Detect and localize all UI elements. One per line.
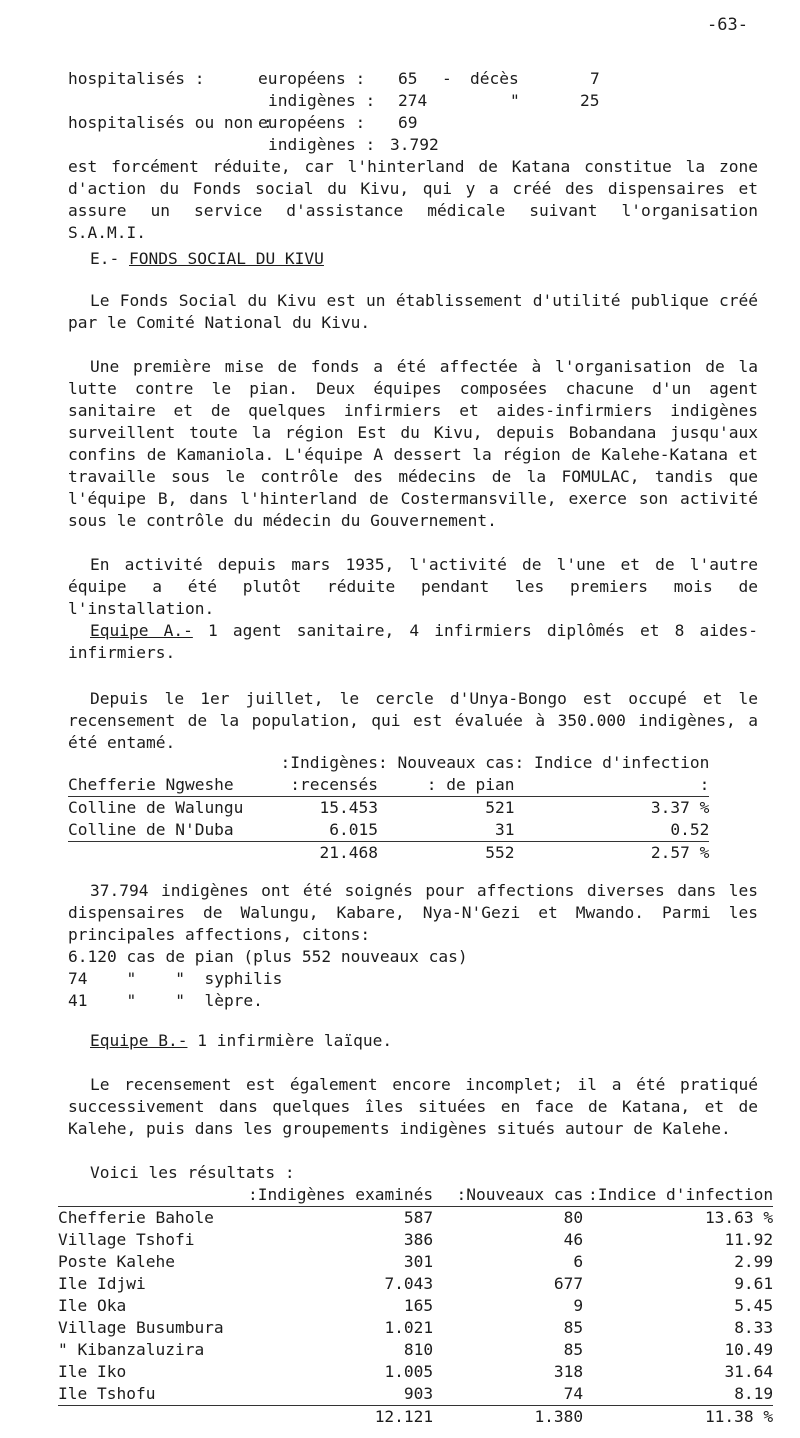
table-cell (58, 1406, 248, 1429)
list-item (68, 968, 758, 990)
table-cell: 6 (573, 1252, 584, 1271)
table-ngweshe (68, 752, 709, 864)
section-title: FONDS SOCIAL DU KIVU (129, 249, 324, 268)
table-header-cell: :Indigènes examinés (248, 1184, 433, 1207)
table-cell: 85 (563, 1340, 584, 1359)
stats-dash: - (442, 69, 452, 88)
affection-text: cas de pian (plus 552 nouveaux cas) (126, 947, 468, 966)
table-cell: 9 (573, 1296, 584, 1315)
equipe-b-paragraph (68, 1030, 758, 1052)
table-header-cell: :Nouveaux cas (433, 1184, 583, 1207)
table-cell: 386 (403, 1230, 434, 1249)
paragraph: 37.794 indigènes ont été soignés pour affections diverses dans les dispensaires de Walungu, Kabare, Nya-N'Gezi et Mwando. Parmi les principales affections, citons: (68, 881, 758, 944)
equipe-b-text: 1 infirmière laïque. (197, 1031, 393, 1050)
table-header-row (58, 1184, 773, 1207)
table-cell: 80 (563, 1208, 584, 1227)
table-cell: 165 (403, 1296, 434, 1315)
table-row (58, 1229, 773, 1251)
table-cell: 8.19 (583, 1383, 773, 1406)
table-cell: 5.45 (734, 1296, 774, 1315)
stats-value: 3.792 (390, 135, 439, 154)
stats-label-hospitalises: hospitalisés : (68, 69, 205, 88)
table-cell: 3.37 % (650, 798, 710, 817)
paragraph: Le recensement est également encore incomplet; il a été pratiqué successivement dans quelques îles situées en face de Katana, et de Kalehe, puis dans les groupements indigènes situés autour de Kalehe. (68, 1075, 758, 1138)
table-header-cell (58, 1184, 248, 1207)
stats-value: 69 (398, 113, 418, 132)
table-cell: 1.021 (384, 1318, 434, 1337)
table-row (68, 819, 709, 842)
stats-value: 274 (398, 91, 428, 110)
table-cell: 318 (553, 1362, 584, 1381)
list-item (68, 946, 758, 968)
stats-group: européens : (258, 113, 366, 132)
stats-value: 65 (398, 69, 418, 88)
table-cell: Village Busumbura (58, 1318, 224, 1337)
table-cell: 587 (403, 1208, 434, 1227)
stats-deces-value: 25 (580, 91, 600, 110)
table-cell: 1.380 (534, 1407, 584, 1426)
table-cell: 552 (485, 843, 515, 862)
equipe-b-label: Equipe B.- (90, 1031, 188, 1050)
stats-label-hospitalises-ou-non: hospitalisés ou non : (68, 113, 273, 132)
table-header-row (68, 752, 709, 774)
table-row (58, 1317, 773, 1339)
table-row (58, 1295, 773, 1317)
table-cell: 521 (485, 798, 515, 817)
stats-group: européens : (258, 69, 366, 88)
table-cell: 12.121 (374, 1407, 434, 1426)
paragraph: Le Fonds Social du Kivu est un établissement d'utilité publique créé par le Comité National du Kivu. (68, 291, 758, 332)
table-cell: 810 (403, 1340, 434, 1359)
table-header-cell: :recensés (268, 774, 378, 797)
table-cell: 677 (553, 1274, 584, 1293)
stats-group: indigènes : (268, 135, 376, 154)
table-cell: 46 (563, 1230, 584, 1249)
table-header-cell: : Nouveaux cas (378, 753, 515, 772)
results-intro: Voici les résultats : (90, 1163, 295, 1182)
table-total-row (58, 1406, 773, 1429)
table-cell: 85 (563, 1318, 584, 1337)
equipe-a-label: Equipe A.- (90, 621, 193, 640)
page-number: -63- (707, 15, 748, 35)
table-header-cell: :Indice d'infection (583, 1184, 773, 1207)
table-header-row (68, 774, 709, 797)
affection-count: 74 (68, 969, 88, 988)
table-cell: Village Tshofi (58, 1230, 195, 1249)
table-cell: 7.043 (384, 1274, 434, 1293)
table-header-cell: : Indice d'infection (514, 753, 710, 772)
table-cell: 9.61 (734, 1274, 774, 1293)
table-row (68, 797, 709, 820)
table-header-cell: : (514, 774, 709, 797)
paragraph: est forcément réduite, car l'hinterland de Katana constitue la zone d'action du Fonds social du Kivu, qui y a créé des dispensaires et assure un service d'assistance médicale suivant l'organisation S.A.M.I. (68, 157, 758, 242)
table-cell: 2.57 % (650, 843, 710, 862)
table-cell: 0.52 (514, 819, 709, 842)
paragraph: Depuis le 1er juillet, le cercle d'Unya-Bongo est occupé et le recensement de la population, qui est évaluée à 350.000 indigènes, a été entamé. (68, 689, 758, 752)
affection-text: " " syphilis (126, 969, 283, 988)
table-cell: Colline de N'Duba (68, 819, 268, 842)
table-row (58, 1383, 773, 1406)
equipe-a-text: 1 agent sanitaire, 4 infirmiers diplômés et 8 aides-infirmiers. (68, 621, 758, 662)
table-cell: Ile Tshofu (58, 1383, 248, 1406)
table-cell: Ile Idjwi (58, 1274, 146, 1293)
affections-list (68, 946, 758, 1012)
table-row (58, 1207, 773, 1230)
table-row (58, 1273, 773, 1295)
table-cell: 301 (403, 1252, 434, 1271)
table-total-row (68, 842, 709, 865)
table-cell: 8.33 (734, 1318, 774, 1337)
table-cell: 11.38 % (704, 1407, 774, 1426)
table-cell: Poste Kalehe (58, 1252, 175, 1271)
table-cell: Ile Iko (58, 1362, 127, 1381)
stats-group: indigènes : (268, 91, 376, 110)
table-cell: 6.015 (268, 819, 378, 842)
stats-deces-value: 7 (590, 69, 600, 88)
table-cell: " Kibanzaluzira (58, 1340, 205, 1359)
table-header-cell: : de pian (378, 774, 514, 797)
table-header-cell: Chefferie Ngweshe (68, 774, 268, 797)
table-cell: 11.92 (724, 1230, 774, 1249)
table-cell: Ile Oka (58, 1296, 127, 1315)
stats-deces-label: décès (470, 69, 519, 88)
section-heading (90, 248, 324, 270)
table-cell: 31.64 (724, 1362, 774, 1381)
table-cell: 2.99 (734, 1252, 774, 1271)
paragraph: En activité depuis mars 1935, l'activité de l'une et de l'autre équipe a été plutôt réduite pendant les premiers mois de l'installation. (68, 555, 758, 618)
table-row (58, 1251, 773, 1273)
section-prefix: E.- (90, 249, 120, 268)
equipe-a-paragraph (68, 620, 758, 664)
table-cell: 21.468 (319, 843, 378, 862)
list-item (68, 990, 758, 1012)
table-cell: 13.63 % (704, 1208, 774, 1227)
affection-text: " " lèpre. (126, 991, 263, 1010)
affection-count: 41 (68, 991, 88, 1010)
table-cell: Colline de Walungu (68, 798, 244, 817)
table-cell: Chefferie Bahole (58, 1208, 214, 1227)
table-cell (68, 842, 268, 865)
paragraph: Une première mise de fonds a été affectée à l'organisation de la lutte contre le pian. Deux équipes composées chacune d'un agent sanitaire et de quelques infirmiers et aides-infirmiers indigènes surveillent toute la région Est du Kivu, depuis Bobandana jusqu'aux confins de Kamaniola. L'équipe A dessert la région de Kalehe-Katana et travaille sous le contrôle des médecins de la FOMULAC, tandis que l'équipe B, dans l'hinterland de Costermansville, exerce son activité sous le contrôle du médecin du Gouvernement. (68, 357, 758, 530)
stats-ditto: " (510, 91, 520, 110)
table-header-cell: :Indigènes (280, 753, 378, 772)
table-row (58, 1361, 773, 1383)
table-results (58, 1184, 773, 1428)
table-row (58, 1339, 773, 1361)
table-cell: 74 (433, 1383, 583, 1406)
table-cell: 31 (378, 819, 514, 842)
table-cell: 1.005 (384, 1362, 434, 1381)
affection-count: 6.120 (68, 947, 117, 966)
table-cell: 10.49 (724, 1340, 774, 1359)
table-cell: 903 (248, 1383, 433, 1406)
table-header-cell (68, 752, 268, 774)
table-cell: 15.453 (319, 798, 378, 817)
